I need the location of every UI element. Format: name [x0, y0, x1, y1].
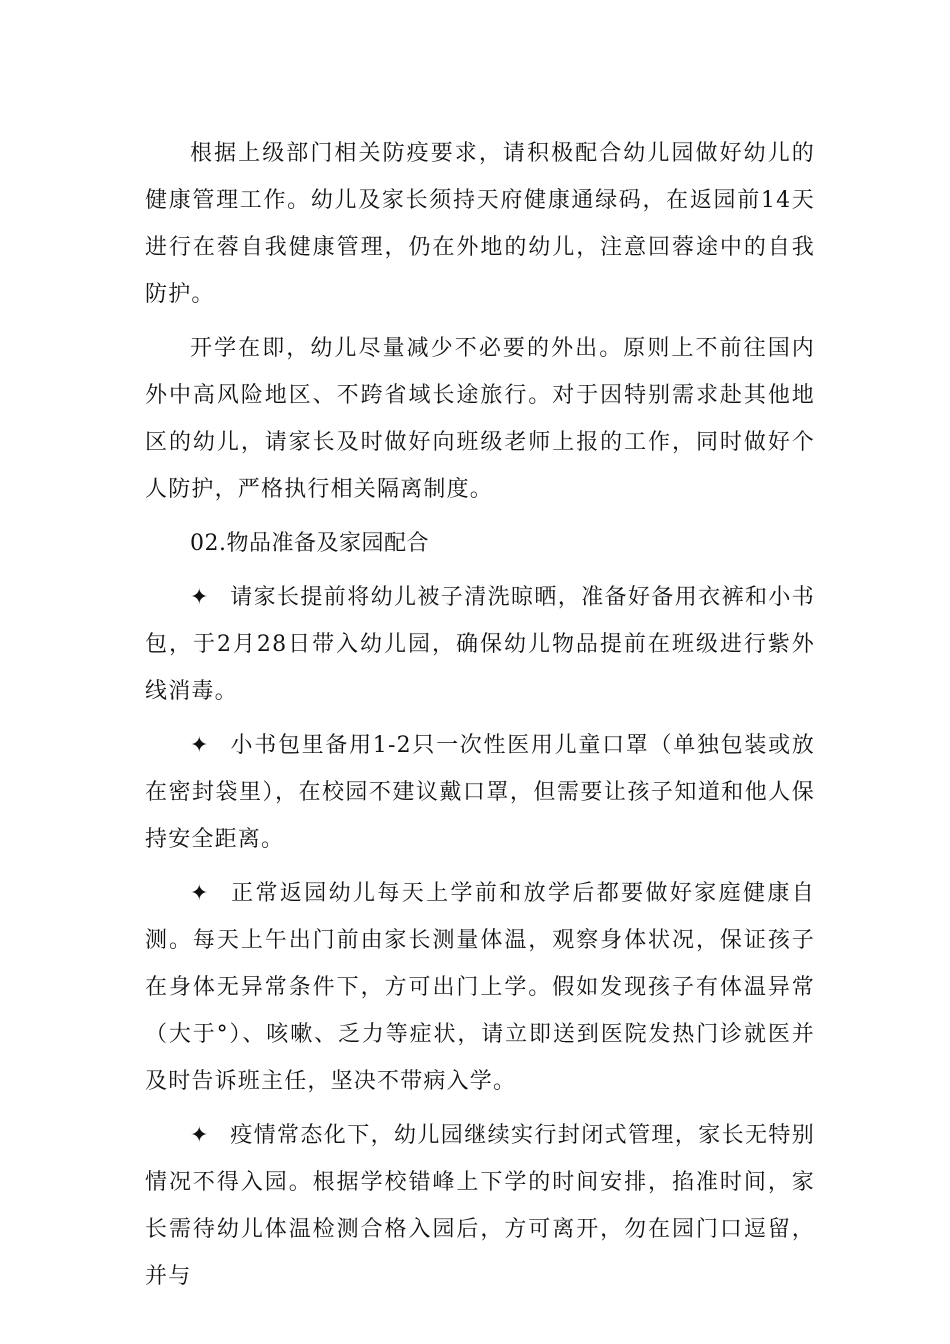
star-bullet-icon: ✦ [190, 1123, 210, 1148]
paragraph-gap [145, 863, 815, 870]
bullet-text: 正常返园幼儿每天上学前和放学后都要做好家庭健康自测。每天上午出门前由家长测量体温，观察身体状况，保证孩子在身体无异常条件下，方可出门上学。假如发现孩子有体温异常（大于°）、咳嗽、乏力等症状，请立即送到医院发热门诊就医并及时告诉班主任，坚决不带病入学。 [145, 881, 815, 1094]
paragraph-gap [145, 513, 815, 520]
bullet-item-closed-management [145, 1112, 815, 1300]
star-bullet-icon: ✦ [190, 881, 210, 906]
bullet-text: 请家长提前将幼儿被子清洗晾晒，准备好备用衣裤和小书包，于2月28日带入幼儿园，确保幼儿物品提前在班级进行紫外线消毒。 [145, 585, 815, 704]
paragraph-gap [145, 1105, 815, 1112]
star-bullet-icon: ✦ [190, 585, 210, 610]
document-body [145, 130, 815, 1300]
bullet-item-health-check [145, 870, 815, 1105]
paragraph-gap [145, 567, 815, 574]
paragraph-gap [145, 318, 815, 325]
bullet-item-bedding [145, 574, 815, 715]
bullet-text: 小书包里备用1-2只一次性医用儿童口罩（单独包装或放在密封袋里），在校园不建议戴口罩，但需要让孩子知道和他人保持安全距离。 [145, 733, 815, 852]
bullet-item-masks [145, 722, 815, 863]
paragraph-travel-advice: 开学在即，幼儿尽量减少不必要的外出。原则上不前往国内外中高风险地区、不跨省域长途旅行。对于因特别需求赴其他地区的幼儿，请家长及时做好向班级老师上报的工作，同时做好个人防护，严格执行相关隔离制度。 [145, 336, 815, 502]
bullet-text: 疫情常态化下，幼儿园继续实行封闭式管理，家长无特别情况不得入园。根据学校错峰上下学的时间安排，掐准时间，家长需待幼儿体温检测合格入园后，方可离开，勿在园门口逗留，并与 [145, 1123, 815, 1289]
section-heading: 02.物品准备及家园配合 [190, 531, 429, 556]
paragraph-health-management: 根据上级部门相关防疫要求，请积极配合幼儿园做好幼儿的健康管理工作。幼儿及家长须持天府健康通绿码，在返园前14天进行在蓉自我健康管理，仍在外地的幼儿，注意回蓉途中的自我防护。 [145, 141, 815, 307]
star-bullet-icon: ✦ [190, 733, 210, 758]
paragraph-gap [145, 715, 815, 722]
